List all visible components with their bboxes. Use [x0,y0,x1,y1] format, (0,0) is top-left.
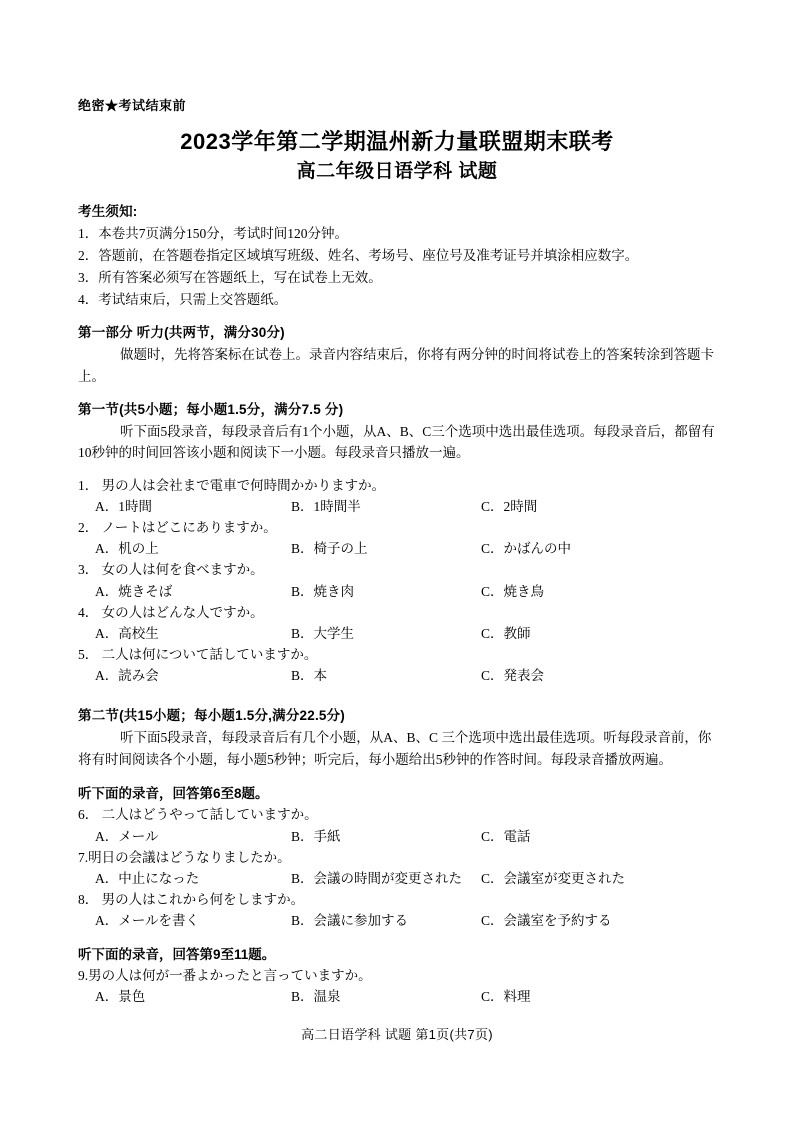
question-options [78,538,716,559]
option-c[interactable]: C．会議室を予約する [481,912,612,928]
question-item [78,889,716,931]
option-b[interactable]: B．大学生 [291,625,355,641]
page-subtitle: 高二年级日语学科 试题 [296,160,498,182]
question-options [78,826,716,847]
option-a[interactable]: A．中止になった [95,870,200,886]
question-stem: 1． 男の人は会社まで電車で何時間かかりますか。 [78,478,386,494]
page-footer: 高二日语学科 试题 第1页(共7页) [301,1027,493,1042]
part1-heading: 第一部分 听力(共两节，满分30分) [78,324,285,340]
option-b[interactable]: B．温泉 [291,988,341,1004]
question-stem: 2． ノートはどこにありますか。 [78,520,277,536]
question-options [78,623,716,644]
option-a[interactable]: A．メールを書く [95,912,199,928]
option-b[interactable]: B．椅子の上 [291,541,368,557]
question-stem: 7.明日の会議はどうなりましたか。 [78,849,291,865]
question-options [78,986,716,1007]
section2-group1-questions [78,804,716,930]
section2-heading: 第二节(共15小题；每小题1.5分,满分22.5分) [78,707,345,723]
notice-item: 4．考试结束后，只需上交答题纸。 [78,291,288,307]
question-item [78,804,716,846]
group2-heading: 听下面的录音，回答第9至11题。 [78,946,276,962]
question-item [78,847,716,889]
question-item [78,602,716,644]
option-b[interactable]: B．会議の時間が変更された [291,870,463,886]
question-item [78,517,716,559]
question-stem: 9.男の人は何が一番よかったと言っていますか。 [78,967,372,983]
question-stem: 5． 二人は何について話していますか。 [78,646,318,662]
question-options [78,665,716,686]
option-b[interactable]: B．会議に参加する [291,912,409,928]
question-options [78,868,716,889]
option-a[interactable]: A．景色 [95,988,146,1004]
option-a[interactable]: A．1時間 [95,499,152,515]
question-item [78,559,716,601]
option-b[interactable]: B．本 [291,667,328,683]
option-c[interactable]: C．会議室が変更された [481,870,626,886]
section1-questions [78,475,716,685]
section2-group2-questions [78,965,716,1007]
option-c[interactable]: C．焼き鳥 [481,583,545,599]
question-item [78,965,716,1007]
option-a[interactable]: A．焼きそば [95,583,173,599]
option-a[interactable]: A．高校生 [95,625,159,641]
part1-intro: 做题时，先将答案标在试卷上。录音内容结束后，你将有两分钟的时间将试卷上的答案转涂到答题卡上。 [78,346,714,384]
notice-list [78,223,716,310]
section1-heading: 第一节(共5小题；每小题1.5分，满分7.5 分) [78,401,344,417]
option-c[interactable]: C．発表会 [481,667,545,683]
question-stem: 3． 女の人は何を食べますか。 [78,562,264,578]
page-title: 2023学年第二学期温州新力量联盟期末联考 [180,129,614,154]
question-options [78,496,716,517]
option-a[interactable]: A．メール [95,828,159,844]
notice-item: 1．本卷共7页满分150分，考试时间120分钟。 [78,226,348,242]
option-a[interactable]: A．読み会 [95,667,159,683]
question-options [78,581,716,602]
question-item [78,644,716,686]
notice-item: 3．所有答案必须写在答题纸上，写在试卷上无效。 [78,270,382,286]
notice-item: 2．答题前，在答题卷指定区域填写班级、姓名、考场号、座位号及准考证号并填涂相应数字。 [78,248,639,264]
option-c[interactable]: C．教師 [481,625,531,641]
option-c[interactable]: C．電話 [481,828,531,844]
option-c[interactable]: C．かばんの中 [481,541,572,557]
option-b[interactable]: B．1時間半 [291,499,361,515]
option-a[interactable]: A．机の上 [95,541,159,557]
secret-label: 绝密★考试结束前 [78,98,187,113]
question-stem: 6． 二人はどうやって話していますか。 [78,807,318,823]
question-stem: 4． 女の人はどんな人ですか。 [78,604,264,620]
option-b[interactable]: B．手紙 [291,828,341,844]
notice-heading: 考生须知: [78,204,138,220]
question-stem: 8． 男の人はこれから何をしますか。 [78,891,305,907]
question-item [78,475,716,517]
option-c[interactable]: C．2時間 [481,499,538,515]
group1-heading: 听下面的录音，回答第6至8题。 [78,786,269,802]
question-options [78,910,716,931]
option-b[interactable]: B．焼き肉 [291,583,355,599]
section2-intro: 听下面5段录音，每段录音后有几个小题，从A、B、C 三个选项中选出最佳选项。听每段录音前，你将有时间阅读各个小题，每小题5秒钟；听完后，每小题给出5秒钟的作答时间。每段录音播放两遍。 [78,729,712,767]
option-c[interactable]: C．料理 [481,988,531,1004]
section1-intro: 听下面5段录音，每段录音后有1个小题，从A、B、C三个选项中选出最佳选项。每段录音后，都留有10秒钟的时间回答该小题和阅读下一小题。每段录音只播放一遍。 [78,423,715,461]
